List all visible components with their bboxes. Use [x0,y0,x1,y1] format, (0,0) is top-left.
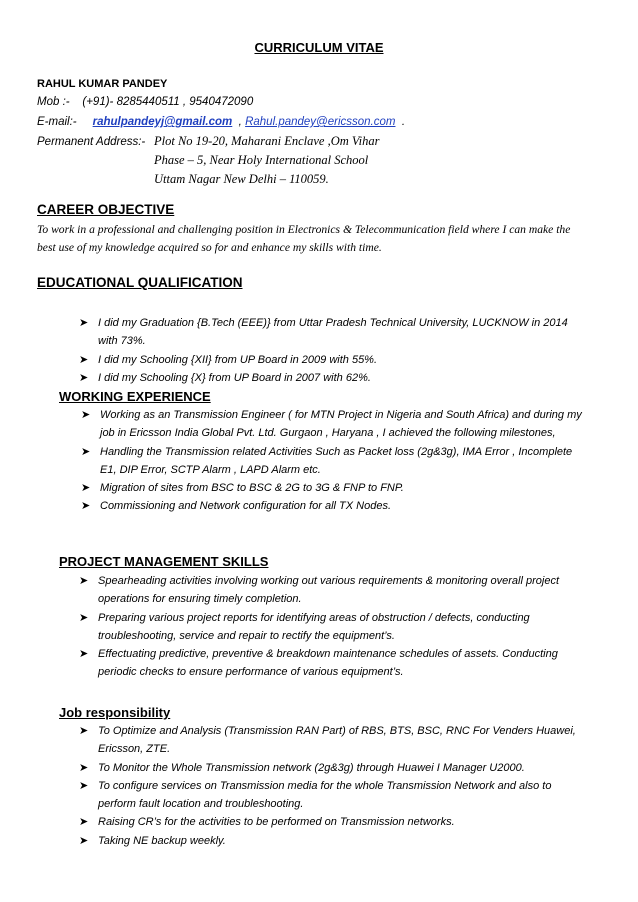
list-item: ➤ To Optimize and Analysis (Transmission RAN Part) of RBS, BTS, BSC, RNC For Venders Huawei, Ericsson, ZTE. [98,722,576,759]
job-responsibility-heading: Job responsibility [59,705,171,720]
candidate-name: RAHUL KUMAR PANDEY [37,78,168,90]
arrow-bullet-icon: ➤ [79,761,89,774]
work-experience-heading: WORKING EXPERIENCE [59,389,211,404]
email-secondary-link[interactable]: Rahul.pandey@ericsson.com [245,116,396,128]
project-management-heading: PROJECT MANAGEMENT SKILLS [59,554,269,569]
list-item: ➤ Working as an Transmission Engineer ( for MTN Project in Nigeria and South Africa) and during my job in Ericsson India Global Pvt. Ltd. Gurgaon , Haryana , I achieved the following milestones, [100,406,590,443]
arrow-bullet-icon: ➤ [79,779,89,792]
arrow-bullet-icon: ➤ [79,353,89,366]
list-item: ➤ I did my Schooling {X} from UP Board in 2007 with 62%. [98,369,570,387]
career-objective-line-1: To work in a professional and challenging position in Electronics & Telecommunication field where I can make the [37,223,571,236]
career-objective-heading: CAREER OBJECTIVE [37,202,175,217]
address-line-1: Plot No 19-20, Maharani Enclave ,Om Vihar [154,134,380,148]
mobile-label: Mob :- [37,96,70,108]
email-label: E-mail:- [37,116,77,128]
arrow-bullet-icon: ➤ [81,409,91,421]
job-responsibility-list [79,722,576,850]
arrow-bullet-icon: ➤ [81,445,91,458]
arrow-bullet-icon: ➤ [81,500,91,513]
arrow-bullet-icon: ➤ [79,834,89,847]
mobile-line [37,96,253,108]
arrow-bullet-icon: ➤ [79,648,89,661]
work-experience-list [81,406,590,516]
list-item: ➤ I did my Schooling {XII} from UP Board in 2009 with 55%. [98,351,570,369]
list-item: ➤ Preparing various project reports for identifying areas of obstruction / defects, conducting troubleshooting, service and repair to rectify the equipment’s. [98,609,576,646]
arrow-bullet-icon: ➤ [79,575,89,587]
list-item: ➤ To configure services on Transmission media for the whole Transmission Network and also to perform fault location and troubleshooting. [98,777,576,814]
address-label: Permanent Address:- [37,136,146,148]
career-objective-line-2: best use of my knowledge acquired so for and enhance my skills with time. [37,241,382,254]
education-list [79,314,570,387]
arrow-bullet-icon: ➤ [79,317,89,329]
address-line-3: Uttam Nagar New Delhi – 110059. [154,172,329,186]
list-item: ➤ Spearheading activities involving working out various requirements & monitoring overall project operations for ensuring timely completion. [98,572,576,609]
email-separator: , [238,116,242,128]
list-item: ➤ Commissioning and Network configuration for all TX Nodes. [100,497,590,515]
list-item: ➤ Effectuating predictive, preventive & breakdown maintenance schedules of assets. Conducting periodic checks to ensure performance of various equipment’s. [98,645,576,682]
address-line-2: Phase – 5, Near Holy International School [154,153,369,167]
mobile-value: (+91)- 8285440511 , 9540472090 [82,96,254,108]
arrow-bullet-icon: ➤ [79,371,89,384]
list-item: ➤ Taking NE backup weekly. [98,832,576,850]
arrow-bullet-icon: ➤ [79,611,89,624]
arrow-bullet-icon: ➤ [79,816,89,829]
list-item: ➤ I did my Graduation {B.Tech (EEE)} from Uttar Pradesh Technical University, LUCKNOW in 2014 with 73%. [98,314,570,351]
list-item: ➤ Migration of sites from BSC to BSC & 2G to 3G & FNP to FNP. [100,479,590,497]
project-management-list [79,572,576,682]
email-primary-link[interactable]: rahulpandeyj@gmail.com [92,116,233,128]
email-line [37,116,405,128]
education-heading: EDUCATIONAL QUALIFICATION [37,275,243,290]
list-item: ➤ To Monitor the Whole Transmission network (2g&3g) through Huawei I Manager U2000. [98,759,576,777]
list-item: ➤ Handling the Transmission related Activities Such as Packet loss (2g&3g), IMA Error , Incomplete E1, DIP Error, SCTP Alarm , LAPD Alarm etc. [100,443,590,480]
arrow-bullet-icon: ➤ [81,482,91,495]
document-title: CURRICULUM VITAE [254,40,384,55]
list-item: ➤ Raising CR’s for the activities to be performed on Transmission networks. [98,813,576,831]
arrow-bullet-icon: ➤ [79,725,89,737]
email-end: . [401,116,406,128]
